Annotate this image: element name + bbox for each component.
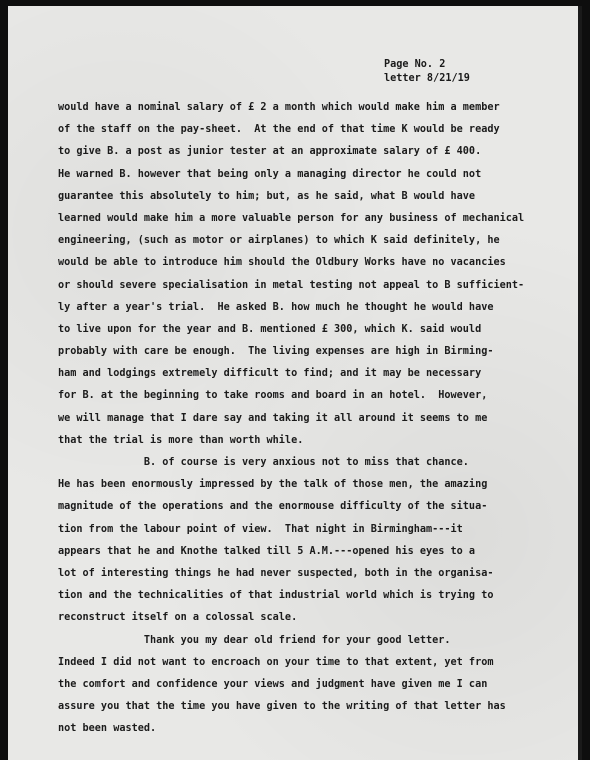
text-line: probably with care be enough. The living expenses are high in Birming- <box>58 346 494 358</box>
text-line: the comfort and confidence your views and judgment have given me I can <box>58 678 488 690</box>
scan-edge <box>578 6 582 760</box>
text-line: He has been enormously impressed by the talk of those men, the amazing <box>58 479 488 491</box>
letter-header <box>384 58 470 86</box>
text-line: or should severe specialisation in metal testing not appeal to B sufficient- <box>58 279 525 291</box>
text-line: to live upon for the year and B. mentioned £ 300, which K. said would <box>58 323 482 335</box>
text-line: tion from the labour point of view. That night in Birmingham---it <box>58 523 463 535</box>
text-line: would have a nominal salary of £ 2 a month which would make him a member <box>58 102 500 113</box>
text-line: engineering, (such as motor or airplanes) to which K said definitely, he <box>58 235 500 247</box>
text-line: B. of course is very anxious not to miss that chance. <box>58 457 469 468</box>
text-line: to give B. a post as junior tester at an approximate salary of £ 400. <box>58 146 482 158</box>
text-line: He warned B. however that being only a managing director he could not <box>58 168 482 180</box>
letter-page <box>8 6 582 760</box>
text-line: reconstruct itself on a colossal scale. <box>58 612 298 624</box>
text-line: Thank you my dear old friend for your good letter. <box>58 634 451 646</box>
text-line: appears that he and Knothe talked till 5 A.M.---opened his eyes to a <box>58 545 476 557</box>
text-line: learned would make him a more valuable person for any business of mechanical <box>58 212 525 224</box>
letter-body <box>58 97 578 740</box>
text-line: not been wasted. <box>58 723 157 735</box>
page-number: Page No. 2 <box>384 59 446 70</box>
text-line: lot of interesting things he had never suspected, both in the organisa- <box>58 567 494 579</box>
text-line: we will manage that I dare say and taking it all around it seems to me <box>58 412 488 424</box>
text-line: that the trial is more than worth while. <box>58 434 304 446</box>
letter-date: letter 8/21/19 <box>384 73 470 84</box>
text-line: of the staff on the pay-sheet. At the end of that time K would be ready <box>58 124 500 136</box>
text-line: Indeed I did not want to encroach on your time to that extent, yet from <box>58 656 494 668</box>
text-line: tion and the technicalities of that industrial world which is trying to <box>58 590 494 602</box>
text-line: ham and lodgings extremely difficult to find; and it may be necessary <box>58 368 482 380</box>
text-line: assure you that the time you have given to the writing of that letter has <box>58 701 506 713</box>
text-line: guarantee this absolutely to him; but, as he said, what B would have <box>58 190 476 202</box>
text-line: for B. at the beginning to take rooms and board in an hotel. However, <box>58 390 488 402</box>
text-line: ly after a year's trial. He asked B. how much he thought he would have <box>58 301 494 313</box>
text-line: magnitude of the operations and the enormouse difficulty of the situa- <box>58 501 488 513</box>
text-line: would be able to introduce him should the Oldbury Works have no vacancies <box>58 257 506 269</box>
